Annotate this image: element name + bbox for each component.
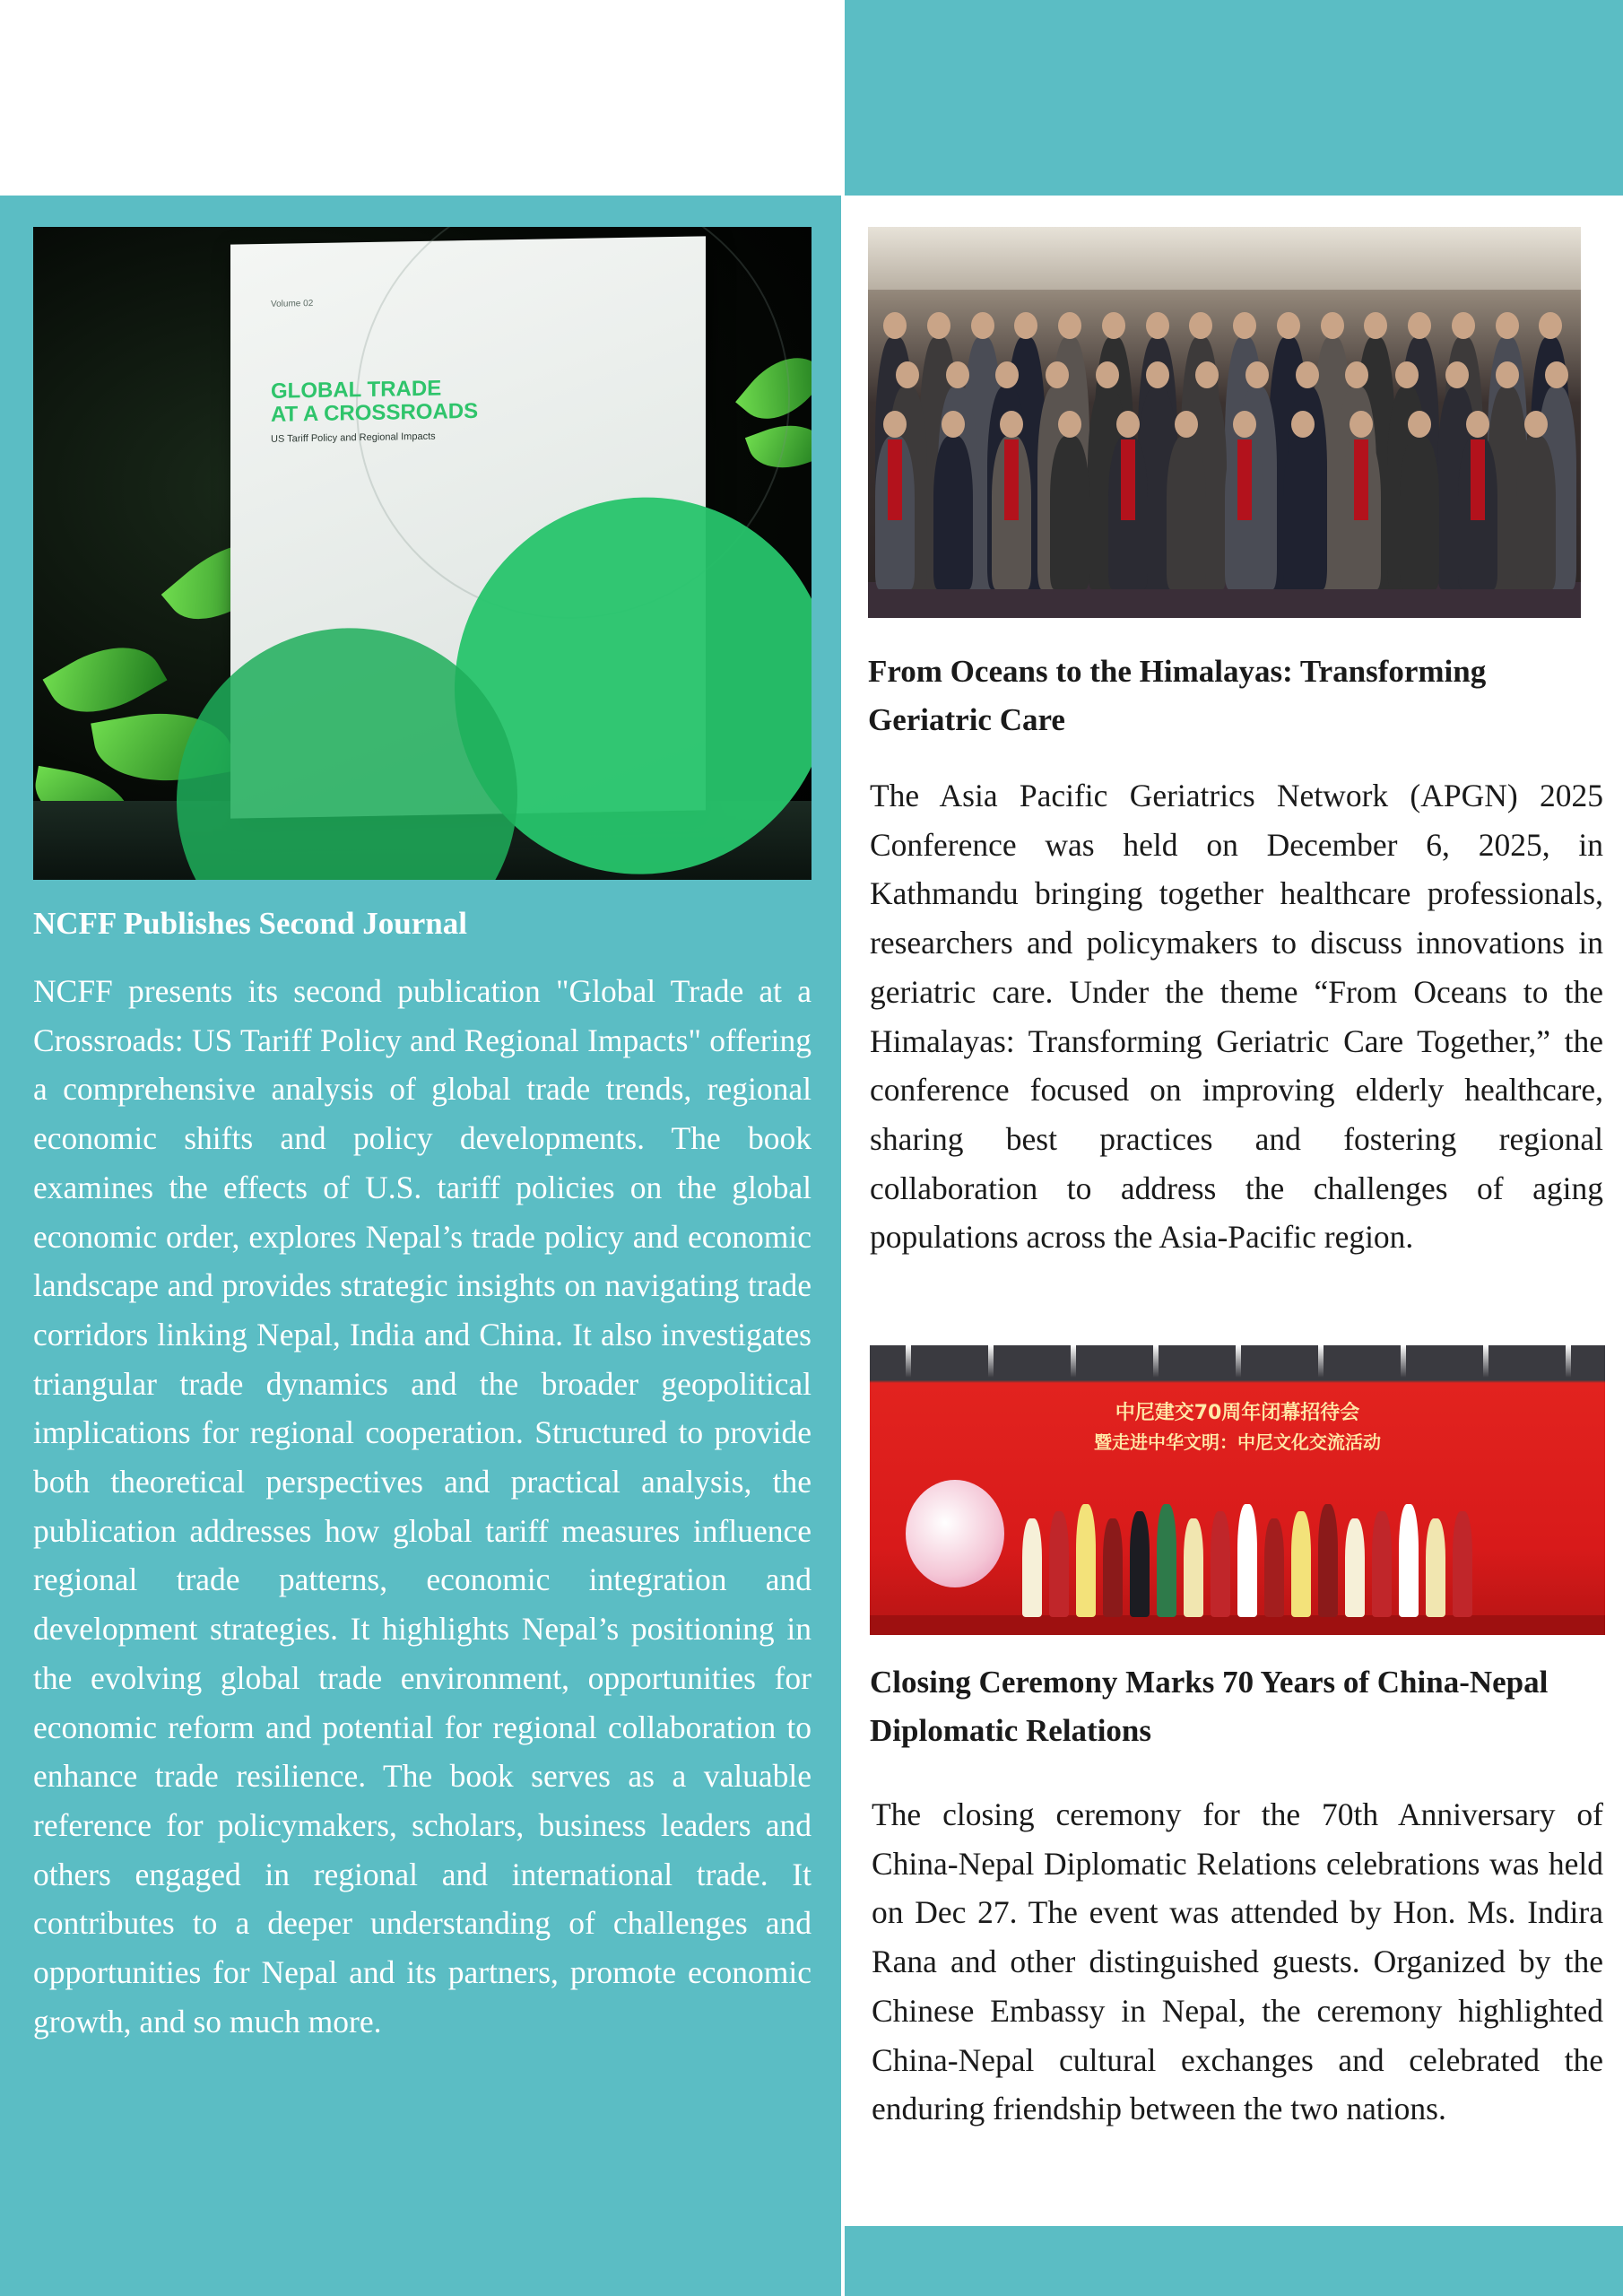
ceremony-banner-line2: 暨走进中华文明：中尼文化交流活动 bbox=[1094, 1431, 1381, 1453]
book-cover-photo bbox=[33, 227, 812, 880]
closing-ceremony-body: The closing ceremony for the 70th Anniversary of China-Nepal Diplomatic Relations celebrations was held on Dec 27. The event was attended by Hon. Ms. Indira Rana and other distinguished guests. Organized by the Chinese Embassy in Nepal, the ceremony highlighted China-Nepal cultural exchanges and celebrated the enduring friendship between the two nations. bbox=[872, 1796, 1603, 2127]
book-title-line2: AT A CROSSROADS bbox=[271, 398, 479, 427]
book-title-line1: GLOBAL TRADE bbox=[271, 376, 442, 404]
closing-ceremony-photo bbox=[870, 1345, 1605, 1635]
bottom-right-teal-band bbox=[843, 2226, 1623, 2296]
left-article-headline: NCFF Publishes Second Journal bbox=[33, 906, 467, 941]
geriatric-care-body: The Asia Pacific Geriatrics Network (APGN) 2025 Conference was held on December 6, 2025, in Kathmandu bringing together healthcare professionals, researchers and policymakers to discuss innovations in geriatric care. Under the theme “From Oceans to the Himalayas: Transforming Geriatric Care Together,” the conference focused on improving elderly healthcare, sharing best practices and fostering regional collaboration to address the challenges of aging populations across the Asia-Pacific region. bbox=[870, 778, 1603, 1256]
ceremony-banner-line1: 中尼建交70周年闭幕招待会 bbox=[1115, 1402, 1360, 1424]
book-volume-label: Volume 02 bbox=[271, 299, 314, 309]
top-right-teal-band bbox=[843, 0, 1623, 196]
conference-group-photo bbox=[868, 227, 1581, 618]
column-divider bbox=[841, 0, 845, 2296]
closing-ceremony-headline: Closing Ceremony Marks 70 Years of China-Nepal Diplomatic Relations bbox=[870, 1665, 1549, 1748]
left-article-body: NCFF presents its second publication "Global Trade at a Crossroads: US Tariff Policy and Regional Impacts" offering a comprehensive analysis of global trade trends, regional economic shifts and policy developments. The book examines the effects of U.S. tariff policies on the global economic order, explores Nepal’s trade policy and economic landscape and provides strategic insights on navigating trade corridors linking Nepal, India and China. It also investigates triangular trade dynamics and the broader geopolitical implications for regional cooperation. Structured to provide both theoretical perspectives and practical analysis, the publication addresses how global tariff measures influence regional trade patterns, economic integration and development strategies. It highlights Nepal’s positioning in the evolving global trade environment, opportunities for economic reform and potential for regional collaboration to enhance trade resilience. The book serves as a valuable reference for policymakers, scholars, business leaders and others engaged in regional and international trade. It contributes to a deeper understanding of challenges and opportunities for Nepal and its partners, promote economic growth, and so much more. bbox=[33, 973, 812, 2039]
mascot-illustration bbox=[906, 1480, 1004, 1587]
geriatric-care-headline: From Oceans to the Himalayas: Transforming Geriatric Care bbox=[868, 654, 1487, 737]
book-subtitle: US Tariff Policy and Regional Impacts bbox=[271, 430, 436, 445]
book-cover bbox=[230, 236, 706, 818]
